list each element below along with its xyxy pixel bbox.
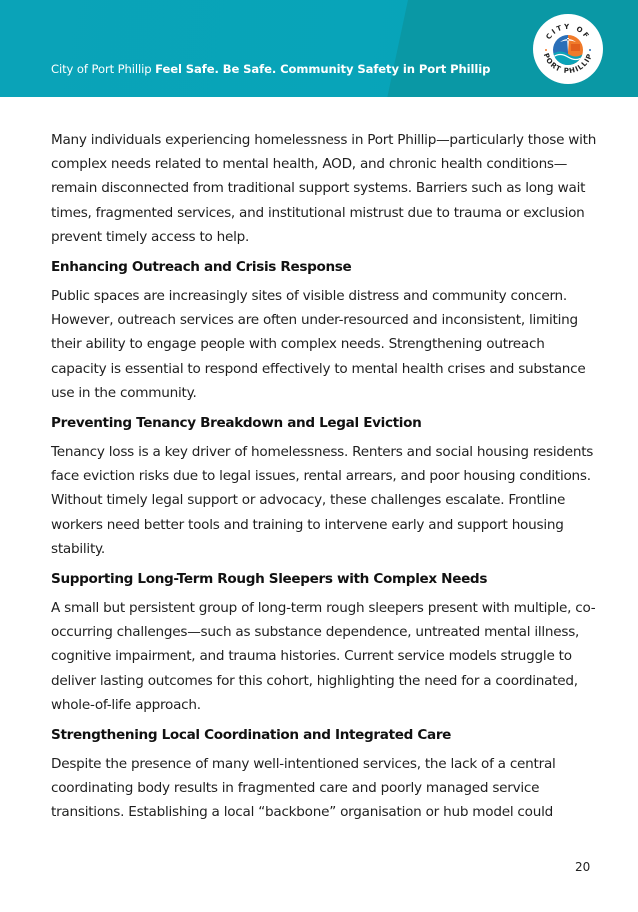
- section-body: Despite the presence of many well-intentioned services, the lack of a central coordinating body results in fragmented care and poorly managed service transitions. Establishing a local “backbone” organisation or hub model could: [51, 756, 556, 821]
- city-of-port-phillip-logo: [533, 14, 603, 84]
- page-content: [51, 128, 599, 825]
- section-body: A small but persistent group of long-term rough sleepers present with multiple, co-occurring challenges—such as substance dependence, untreated mental illness, cognitive impairment, and trauma histories. Current service models struggle to deliver lasting outcomes for this cohort, highlighting the need for a coordinated, whole-of-life approach.: [51, 600, 596, 713]
- intro-paragraph: Many individuals experiencing homelessness in Port Phillip—particularly those with complex needs related to mental health, AOD, and chronic health conditions—remain disconnected from traditional support systems. Barriers such as long wait times, fragmented services, and institutional mistrust due to trauma or exclusion prevent timely access to help.: [51, 132, 597, 245]
- section-body: Tenancy loss is a key driver of homelessness. Renters and social housing residents face eviction risks due to legal issues, rental arrears, and poor housing conditions. Without timely legal support or advocacy, these challenges escalate. Frontline workers need better tools and training to intervene early and support housing stability.: [51, 444, 594, 557]
- section-body: Public spaces are increasingly sites of visible distress and community concern. However, outreach services are often under-resourced and inconsistent, limiting their ability to engage people with complex needs. Strengthening outreach capacity is essential to respond effectively to mental health crises and substance use in the community.: [51, 288, 586, 401]
- header-title: [51, 62, 490, 76]
- logo-bottom-text: PORT PHILLIP: [541, 52, 595, 76]
- section-heading: Enhancing Outreach and Crisis Response: [51, 259, 352, 276]
- section-heading: Preventing Tenancy Breakdown and Legal Eviction: [51, 415, 422, 432]
- section-heading: Supporting Long-Term Rough Sleepers with Complex Needs: [51, 571, 488, 588]
- document-title: Feel Safe. Be Safe. Community Safety in Port Phillip: [155, 62, 491, 76]
- logo-emblem-icon: [533, 14, 603, 84]
- page-number: 20: [575, 860, 591, 874]
- section-heading: Strengthening Local Coordination and Integrated Care: [51, 727, 452, 744]
- org-name: City of Port Phillip: [51, 62, 152, 76]
- page-header: [0, 0, 638, 97]
- logo-top-text: CITY OF: [544, 22, 592, 42]
